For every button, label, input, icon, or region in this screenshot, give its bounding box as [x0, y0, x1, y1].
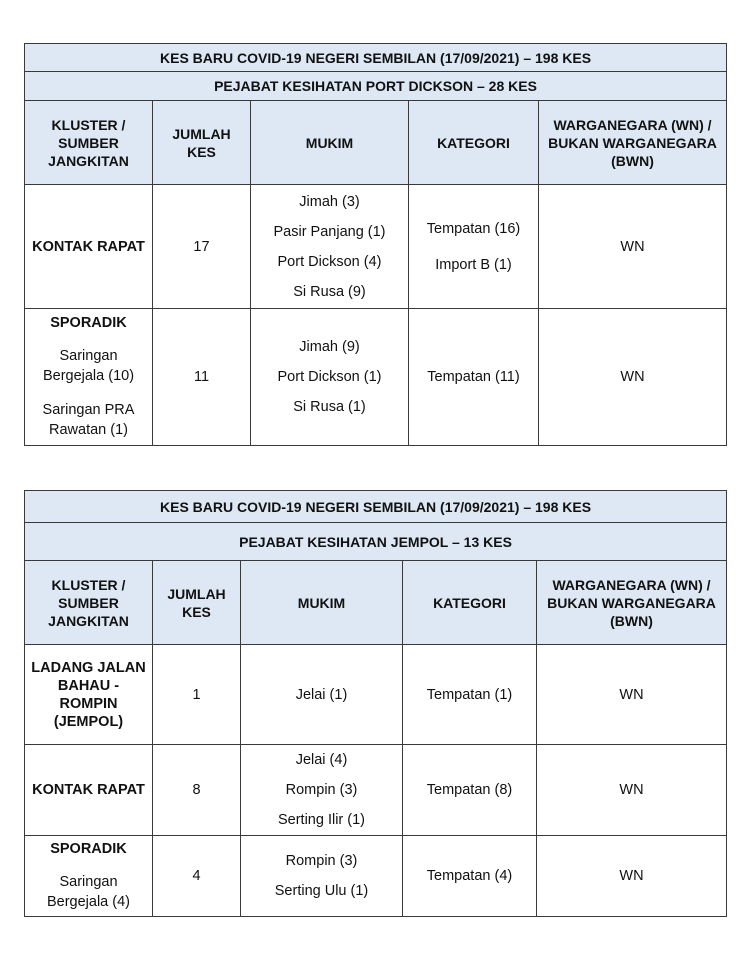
warganegara-cell: WN	[539, 309, 727, 446]
table-title-row	[25, 44, 727, 72]
mukim-item: Rompin (3)	[285, 782, 358, 798]
header-kategori: KATEGORI	[409, 101, 539, 185]
kluster-cell	[25, 836, 153, 917]
kluster-sub-item: Saringan Bergejala (4)	[46, 874, 130, 910]
warganegara-cell: WN	[537, 836, 727, 917]
mukim-cell	[241, 836, 403, 917]
header-kluster: KLUSTER / SUMBER JANGKITAN	[25, 101, 153, 185]
mukim-cell	[241, 745, 403, 836]
table-title: KES BARU COVID-19 NEGERI SEMBILAN (17/09/2021) – 198 KES	[25, 44, 727, 72]
table-row	[25, 185, 727, 309]
mukim-item: Port Dickson (1)	[277, 369, 382, 385]
office-title-row	[25, 72, 727, 101]
warganegara-cell: WN	[539, 185, 727, 309]
header-jumlah: JUMLAH KES	[153, 561, 241, 645]
kategori-cell: Tempatan (8)	[403, 745, 537, 836]
kategori-item: Tempatan (11)	[427, 369, 520, 385]
mukim-item: Jimah (9)	[299, 339, 360, 355]
port-dickson-case-table	[24, 43, 727, 446]
header-warganegara: WARGANEGARA (WN) / BUKAN WARGANEGARA (BWN)	[537, 561, 727, 645]
office-title: PEJABAT KESIHATAN JEMPOL – 13 KES	[25, 523, 727, 561]
kluster-sub-item: Saringan PRA Rawatan (1)	[42, 402, 135, 438]
kategori-cell	[409, 309, 539, 446]
table-title: KES BARU COVID-19 NEGERI SEMBILAN (17/09/2021) – 198 KES	[25, 491, 727, 523]
mukim-item: Jimah (3)	[299, 193, 360, 210]
kategori-cell	[409, 185, 539, 309]
kluster-cell: KONTAK RAPAT	[25, 745, 153, 836]
column-header-row	[25, 101, 727, 185]
kluster-cell: LADANG JALAN BAHAU - ROMPIN (JEMPOL)	[25, 645, 153, 745]
header-mukim: MUKIM	[251, 101, 409, 185]
mukim-item: Si Rusa (1)	[293, 399, 366, 415]
mukim-item: Port Dickson (4)	[277, 253, 382, 270]
office-title: PEJABAT KESIHATAN PORT DICKSON – 28 KES	[25, 72, 727, 101]
kategori-cell: Tempatan (1)	[403, 645, 537, 745]
table-title-row	[25, 491, 727, 523]
header-warganegara: WARGANEGARA (WN) / BUKAN WARGANEGARA (BWN)	[539, 101, 727, 185]
header-jumlah: JUMLAH KES	[153, 101, 251, 185]
office-title-row	[25, 523, 727, 561]
jumlah-cell: 1	[153, 645, 241, 745]
kluster-sub-item: Saringan Bergejala (10)	[42, 348, 135, 384]
mukim-item: Jelai (4)	[295, 752, 348, 768]
mukim-item: Si Rusa (9)	[293, 283, 366, 300]
kategori-cell: Tempatan (4)	[403, 836, 537, 917]
header-mukim: MUKIM	[241, 561, 403, 645]
header-kluster: KLUSTER / SUMBER JANGKITAN	[25, 561, 153, 645]
kategori-item: Tempatan (16)	[426, 220, 521, 237]
jumlah-cell: 11	[153, 309, 251, 446]
mukim-item: Serting Ulu (1)	[274, 883, 369, 899]
jempol-case-table	[24, 490, 727, 917]
kluster-label: SPORADIK	[50, 315, 127, 331]
header-kategori: KATEGORI	[403, 561, 537, 645]
table-row	[25, 745, 727, 836]
warganegara-cell: WN	[537, 745, 727, 836]
mukim-item: Rompin (3)	[285, 853, 358, 869]
kluster-label: SPORADIK	[50, 841, 127, 857]
mukim-cell	[251, 185, 409, 309]
table-row	[25, 309, 727, 446]
mukim-cell: Jelai (1)	[241, 645, 403, 745]
jumlah-cell: 4	[153, 836, 241, 917]
mukim-item: Pasir Panjang (1)	[273, 223, 386, 240]
jumlah-cell: 8	[153, 745, 241, 836]
jumlah-cell: 17	[153, 185, 251, 309]
table-row	[25, 645, 727, 745]
table-row	[25, 836, 727, 917]
kategori-item: Import B (1)	[435, 256, 512, 273]
mukim-cell	[251, 309, 409, 446]
kluster-cell	[25, 309, 153, 446]
column-header-row	[25, 561, 727, 645]
warganegara-cell: WN	[537, 645, 727, 745]
mukim-item: Serting Ilir (1)	[277, 812, 366, 828]
kluster-cell: KONTAK RAPAT	[25, 185, 153, 309]
